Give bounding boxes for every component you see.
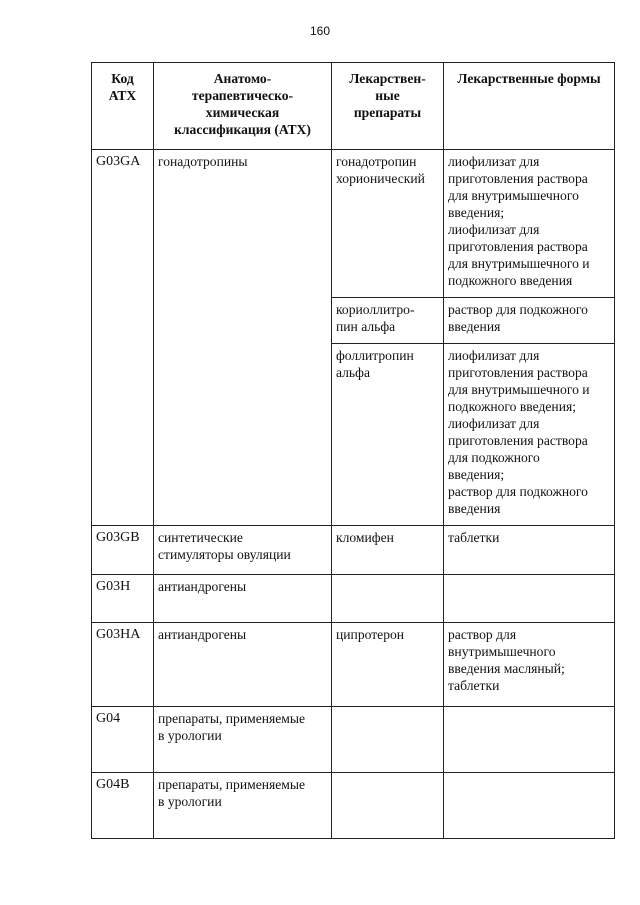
table-row	[92, 150, 615, 298]
header-drugs-line: препараты	[353, 105, 422, 120]
forms-line: введения;	[448, 205, 505, 220]
forms-line: для подкожного	[448, 450, 540, 465]
header-classification	[154, 63, 332, 150]
table-header-row	[92, 63, 615, 150]
cell-code: G03GB	[92, 526, 154, 575]
header-code-line: АТХ	[108, 88, 137, 103]
cell-drug	[332, 623, 444, 707]
classification-line: синтетические	[158, 530, 243, 545]
forms-line: таблетки	[448, 678, 500, 693]
table-row	[92, 623, 615, 707]
drug-line: фоллитропин	[336, 348, 414, 363]
table-row	[92, 773, 615, 839]
table-row	[92, 575, 615, 623]
cell-forms	[444, 773, 615, 839]
forms-line: введения масляный;	[448, 661, 565, 676]
header-code-line: Код	[111, 71, 134, 86]
cell-drug	[332, 344, 444, 526]
cell-classification	[154, 575, 332, 623]
drug-line: альфа	[336, 365, 370, 380]
cell-forms	[444, 344, 615, 526]
cell-drug	[332, 707, 444, 773]
classification-line: в урологии	[158, 794, 222, 809]
forms-line: для внутримышечного и	[448, 256, 590, 271]
forms-line: введения;	[448, 467, 505, 482]
cell-drug	[332, 150, 444, 298]
cell-drug	[332, 575, 444, 623]
forms-line: приготовления раствора	[448, 171, 588, 186]
forms-line: раствор для	[448, 627, 517, 642]
forms-line: введения	[448, 319, 501, 334]
header-drugs-line: Лекарствен-	[349, 71, 426, 86]
drug-line: гонадотропин	[336, 154, 417, 169]
forms-line: лиофилизат для	[448, 416, 540, 431]
cell-code: G03GA	[92, 150, 154, 526]
cell-code: G03HA	[92, 623, 154, 707]
drug-line: хорионический	[336, 171, 425, 186]
classification-line: в урологии	[158, 728, 222, 743]
header-drugs-line: ные	[375, 88, 400, 103]
cell-classification	[154, 773, 332, 839]
cell-classification	[154, 623, 332, 707]
atc-table	[91, 62, 615, 839]
forms-line: раствор для подкожного	[448, 302, 588, 317]
forms-line: подкожного введения;	[448, 399, 577, 414]
forms-line: приготовления раствора	[448, 365, 588, 380]
forms-line: таблетки	[448, 530, 500, 545]
table-row	[92, 707, 615, 773]
cell-classification	[154, 707, 332, 773]
forms-line: внутримышечного	[448, 644, 556, 659]
header-drugs	[332, 63, 444, 150]
drug-line: кломифен	[336, 530, 394, 545]
cell-drug	[332, 773, 444, 839]
classification-line: стимуляторы овуляции	[158, 547, 291, 562]
classification-line: антиандрогены	[158, 627, 247, 642]
header-classification-line: Анатомо-	[213, 71, 272, 86]
forms-line: лиофилизат для	[448, 348, 540, 363]
forms-line: для внутримышечного	[448, 188, 579, 203]
cell-forms	[444, 526, 615, 575]
forms-line: лиофилизат для	[448, 154, 540, 169]
forms-line: раствор для подкожного	[448, 484, 588, 499]
cell-forms	[444, 575, 615, 623]
header-code	[92, 63, 154, 150]
header-forms-line: Лекарственные формы	[457, 71, 601, 86]
cell-forms	[444, 707, 615, 773]
header-classification-line: классификация (АТХ)	[174, 122, 311, 137]
cell-forms	[444, 150, 615, 298]
cell-code: G04	[92, 707, 154, 773]
forms-line: подкожного введения	[448, 273, 573, 288]
table-row	[92, 526, 615, 575]
classification-line: антиандрогены	[158, 579, 247, 594]
classification-line: препараты, применяемые	[158, 777, 306, 792]
cell-forms	[444, 623, 615, 707]
forms-line: приготовления раствора	[448, 433, 588, 448]
cell-classification: гонадотропины	[154, 150, 332, 526]
header-forms	[444, 63, 615, 150]
header-classification-line: терапевтическо-	[191, 88, 294, 103]
header-classification-line: химическая	[205, 105, 280, 120]
cell-forms	[444, 298, 615, 344]
forms-line: введения	[448, 501, 501, 516]
forms-line: для внутримышечного и	[448, 382, 590, 397]
classification-line: препараты, применяемые	[158, 711, 306, 726]
drug-line: ципротерон	[336, 627, 405, 642]
drug-line: кориоллитро-	[336, 302, 415, 317]
cell-code: G04B	[92, 773, 154, 839]
cell-drug	[332, 526, 444, 575]
page-number: 160	[309, 24, 331, 38]
cell-code: G03H	[92, 575, 154, 623]
cell-classification	[154, 526, 332, 575]
forms-line: приготовления раствора	[448, 239, 588, 254]
forms-line: лиофилизат для	[448, 222, 540, 237]
drug-line: пин альфа	[336, 319, 396, 334]
cell-drug	[332, 298, 444, 344]
